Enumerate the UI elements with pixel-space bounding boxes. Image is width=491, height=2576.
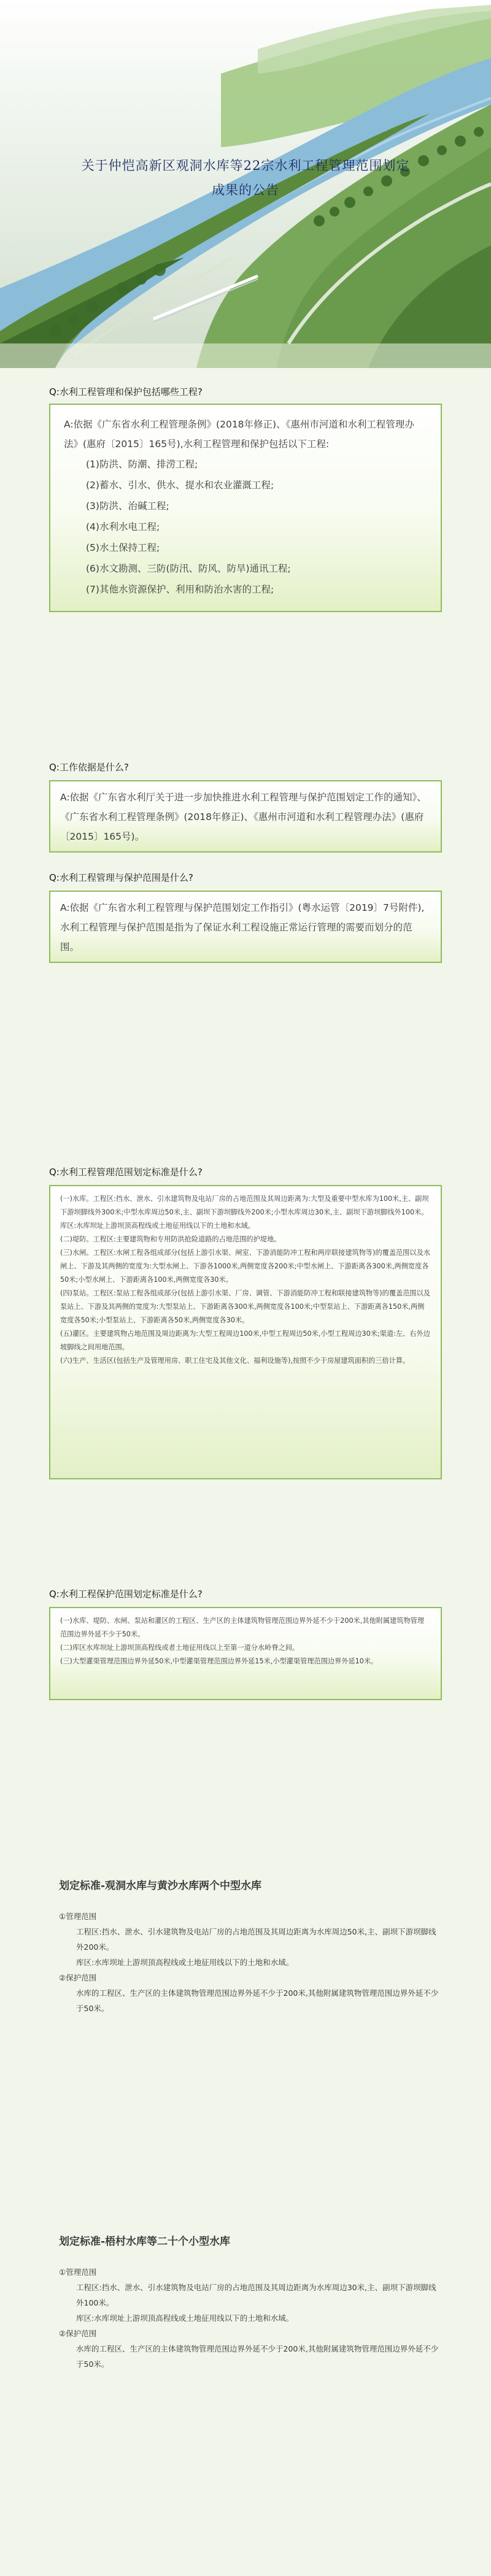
qa3-question: Q:水利工程管理与保护范围是什么? [49, 872, 193, 883]
qa4-paragraph: (六)生产、生活区(包括生产及管理用房、职工住宅及其他文化、福利设施等),按照不少于房屋建筑面积的三倍计算。 [60, 1357, 410, 1365]
section1-heading: ①管理范围 [59, 1912, 97, 1921]
section2-body [59, 2264, 439, 2372]
qa1-question: Q:水利工程管理和保护包括哪些工程? [49, 386, 203, 397]
section1-paragraph: 工程区:挡水、泄水、引水建筑物及电站厂房的占地范围及其周边距离为水库周边50米,主、副坝下游坝脚线外200米。 [76, 1927, 436, 1952]
qa5-answer-card [49, 1607, 442, 1700]
qa2-answer-card [49, 780, 442, 853]
title-line-2: 成果的公告 [212, 183, 279, 197]
qa3-answer: A:依据《广东省水利工程管理与保护范围划定工作指引》(粤水运管〔2019〕7号附件),水利工程管理与保护范围是指为了保证水利工程设施正常运行管理的需要而划分的范围。 [60, 902, 425, 953]
section1-heading: ②保护范围 [59, 1973, 97, 1982]
section2-heading: ①管理范围 [59, 2267, 97, 2277]
section2-paragraph: 库区:水库坝址上游坝顶高程线或土地征用线以下的土地和水域。 [76, 2313, 294, 2323]
section1-paragraph: 水库的工程区、生产区的主体建筑物管理范围边界外延不少于200米,其他附属建筑物管理范围边界外延不少于50米。 [76, 1988, 439, 2013]
qa1-answer: A:依据《广东省水利工程管理条例》(2018年修正)、《惠州市河道和水利工程管理办法》(惠府〔2015〕165号),水利工程管理和保护包括以下工程: [64, 419, 414, 450]
section1-title: 划定标准-观洞水库与黄沙水库两个中型水库 [59, 1880, 262, 1892]
title-line-1: 关于仲恺高新区观洞水库等22宗水利工程管理范围划定 [81, 158, 410, 173]
qa2-answer: A:依据《广东省水利厅关于进一步加快推进水利工程管理与保护范围划定工作的通知》、《广东省水利工程管理条例》(2018年修正)、《惠州市河道和水利工程管理办法》(惠府〔2015〕165号)。 [60, 792, 427, 842]
qa4-paragraph: (一)水库。工程区:挡水、泄水、引水建筑物及电站厂房的占地范围及其周边距离为:大型及重要中型水库为100米,主、副坝下游坝脚线外300米;中型水库周边50米,主、副坝下游坝脚线外200米;小型水库周边30米,主、副坝下游坝脚线外100米。库区:水库坝址上游坝顶高程线或土地征用线以下的土地和水域。 [60, 1195, 429, 1230]
qa1-list-item: (1)防洪、防潮、排涝工程; [86, 459, 198, 470]
qa4-paragraph: (三)水闸。工程区:水闸工程各组成部分(包括上游引水渠、闸室、下游消能防冲工程和两岸联接建筑物等)的覆盖范围以及水闸上、下游及其两侧的宽度为:大型水闸上、下游各1000米,两侧宽度各200米;中型水闸上、下游距离各300米,两侧宽度各50米;小型水闸上、下游距离各100米,两侧宽度各30米。 [60, 1249, 430, 1284]
section2-title: 划定标准-梧村水库等二十个小型水库 [59, 2236, 231, 2248]
section1-body [59, 1909, 439, 2016]
qa3-answer-card [49, 891, 442, 963]
section1-paragraph: 库区:水库坝址上游坝顶高程线或土地征用线以下的土地和水域。 [76, 1958, 294, 1967]
qa4-paragraph: (五)灌区。主要建筑物占地范围及周边距离为:大型工程周边100米,中型工程周边50米,小型工程周边30米;渠道:左、右外边坡脚线之间用地范围。 [60, 1330, 430, 1351]
qa1-list-item: (3)防洪、治碱工程; [86, 500, 169, 512]
qa1-list-item: (6)水文勘测、三防(防汛、防风、防旱)通讯工程; [86, 563, 291, 574]
section2-paragraph: 工程区:挡水、泄水、引水建筑物及电站厂房的占地范围及其周边距离为水库周边30米,主、副坝下游坝脚线外100米。 [76, 2283, 436, 2307]
qa5-paragraph: (二)库区水库坝址上游坝顶高程线或者土地征用线以上至第一道分水岭脊之间。 [60, 1644, 300, 1652]
qa1-list-item: (7)其他水资源保护、利用和防治水害的工程; [86, 584, 274, 595]
qa5-paragraph: (三)大型灌渠管理范围边界外延50米,中型灌渠管理范围边界外延15米,小型灌渠管理范围边界外延10米。 [60, 1657, 378, 1665]
qa5-paragraph: (一)水库、堤防、水闸、泵站和灌区的工程区、生产区的主体建筑物管理范围边界外延不少于200米,其他附属建筑物管理范围边界外延不少于50米。 [60, 1617, 425, 1638]
qa1-answer-card [49, 404, 442, 612]
qa5-question: Q:水利工程保护范围划定标准是什么? [49, 1589, 203, 1600]
qa4-paragraph: (二)堤防。工程区:主要建筑物和专用防洪抢险道路的占地范围的护堤地。 [60, 1235, 281, 1243]
qa1-list-item: (2)蓄水、引水、供水、提水和农业灌溉工程; [86, 480, 274, 491]
qa4-paragraph: (四)泵站。工程区:泵站工程各组成部分(包括上游引水渠、厂房、调管、下游消能防冲工程和联接建筑物等)的覆盖范围以及泵站上、下游及其两侧的宽度为:大型泵站上、下游距离各300米,两侧宽度各100米;中型泵站上、下游距离各150米,两侧宽度各50米;小型泵站上、下游距离各50米,两侧宽度各30米。 [60, 1289, 430, 1324]
page-title [61, 153, 430, 202]
qa2-question: Q:工作依据是什么? [49, 762, 129, 773]
qa4-answer-card [49, 1185, 442, 1479]
qa1-list-item: (5)水土保持工程; [86, 542, 160, 553]
section2-paragraph: 水库的工程区、生产区的主体建筑物管理范围边界外延不少于200米,其他附属建筑物管理范围边界外延不少于50米。 [76, 2344, 439, 2369]
qa4-question: Q:水利工程管理范围划定标准是什么? [49, 1167, 203, 1178]
qa1-list-item: (4)水利水电工程; [86, 521, 160, 532]
section2-heading: ②保护范围 [59, 2329, 97, 2338]
hero-banner [0, 0, 491, 368]
